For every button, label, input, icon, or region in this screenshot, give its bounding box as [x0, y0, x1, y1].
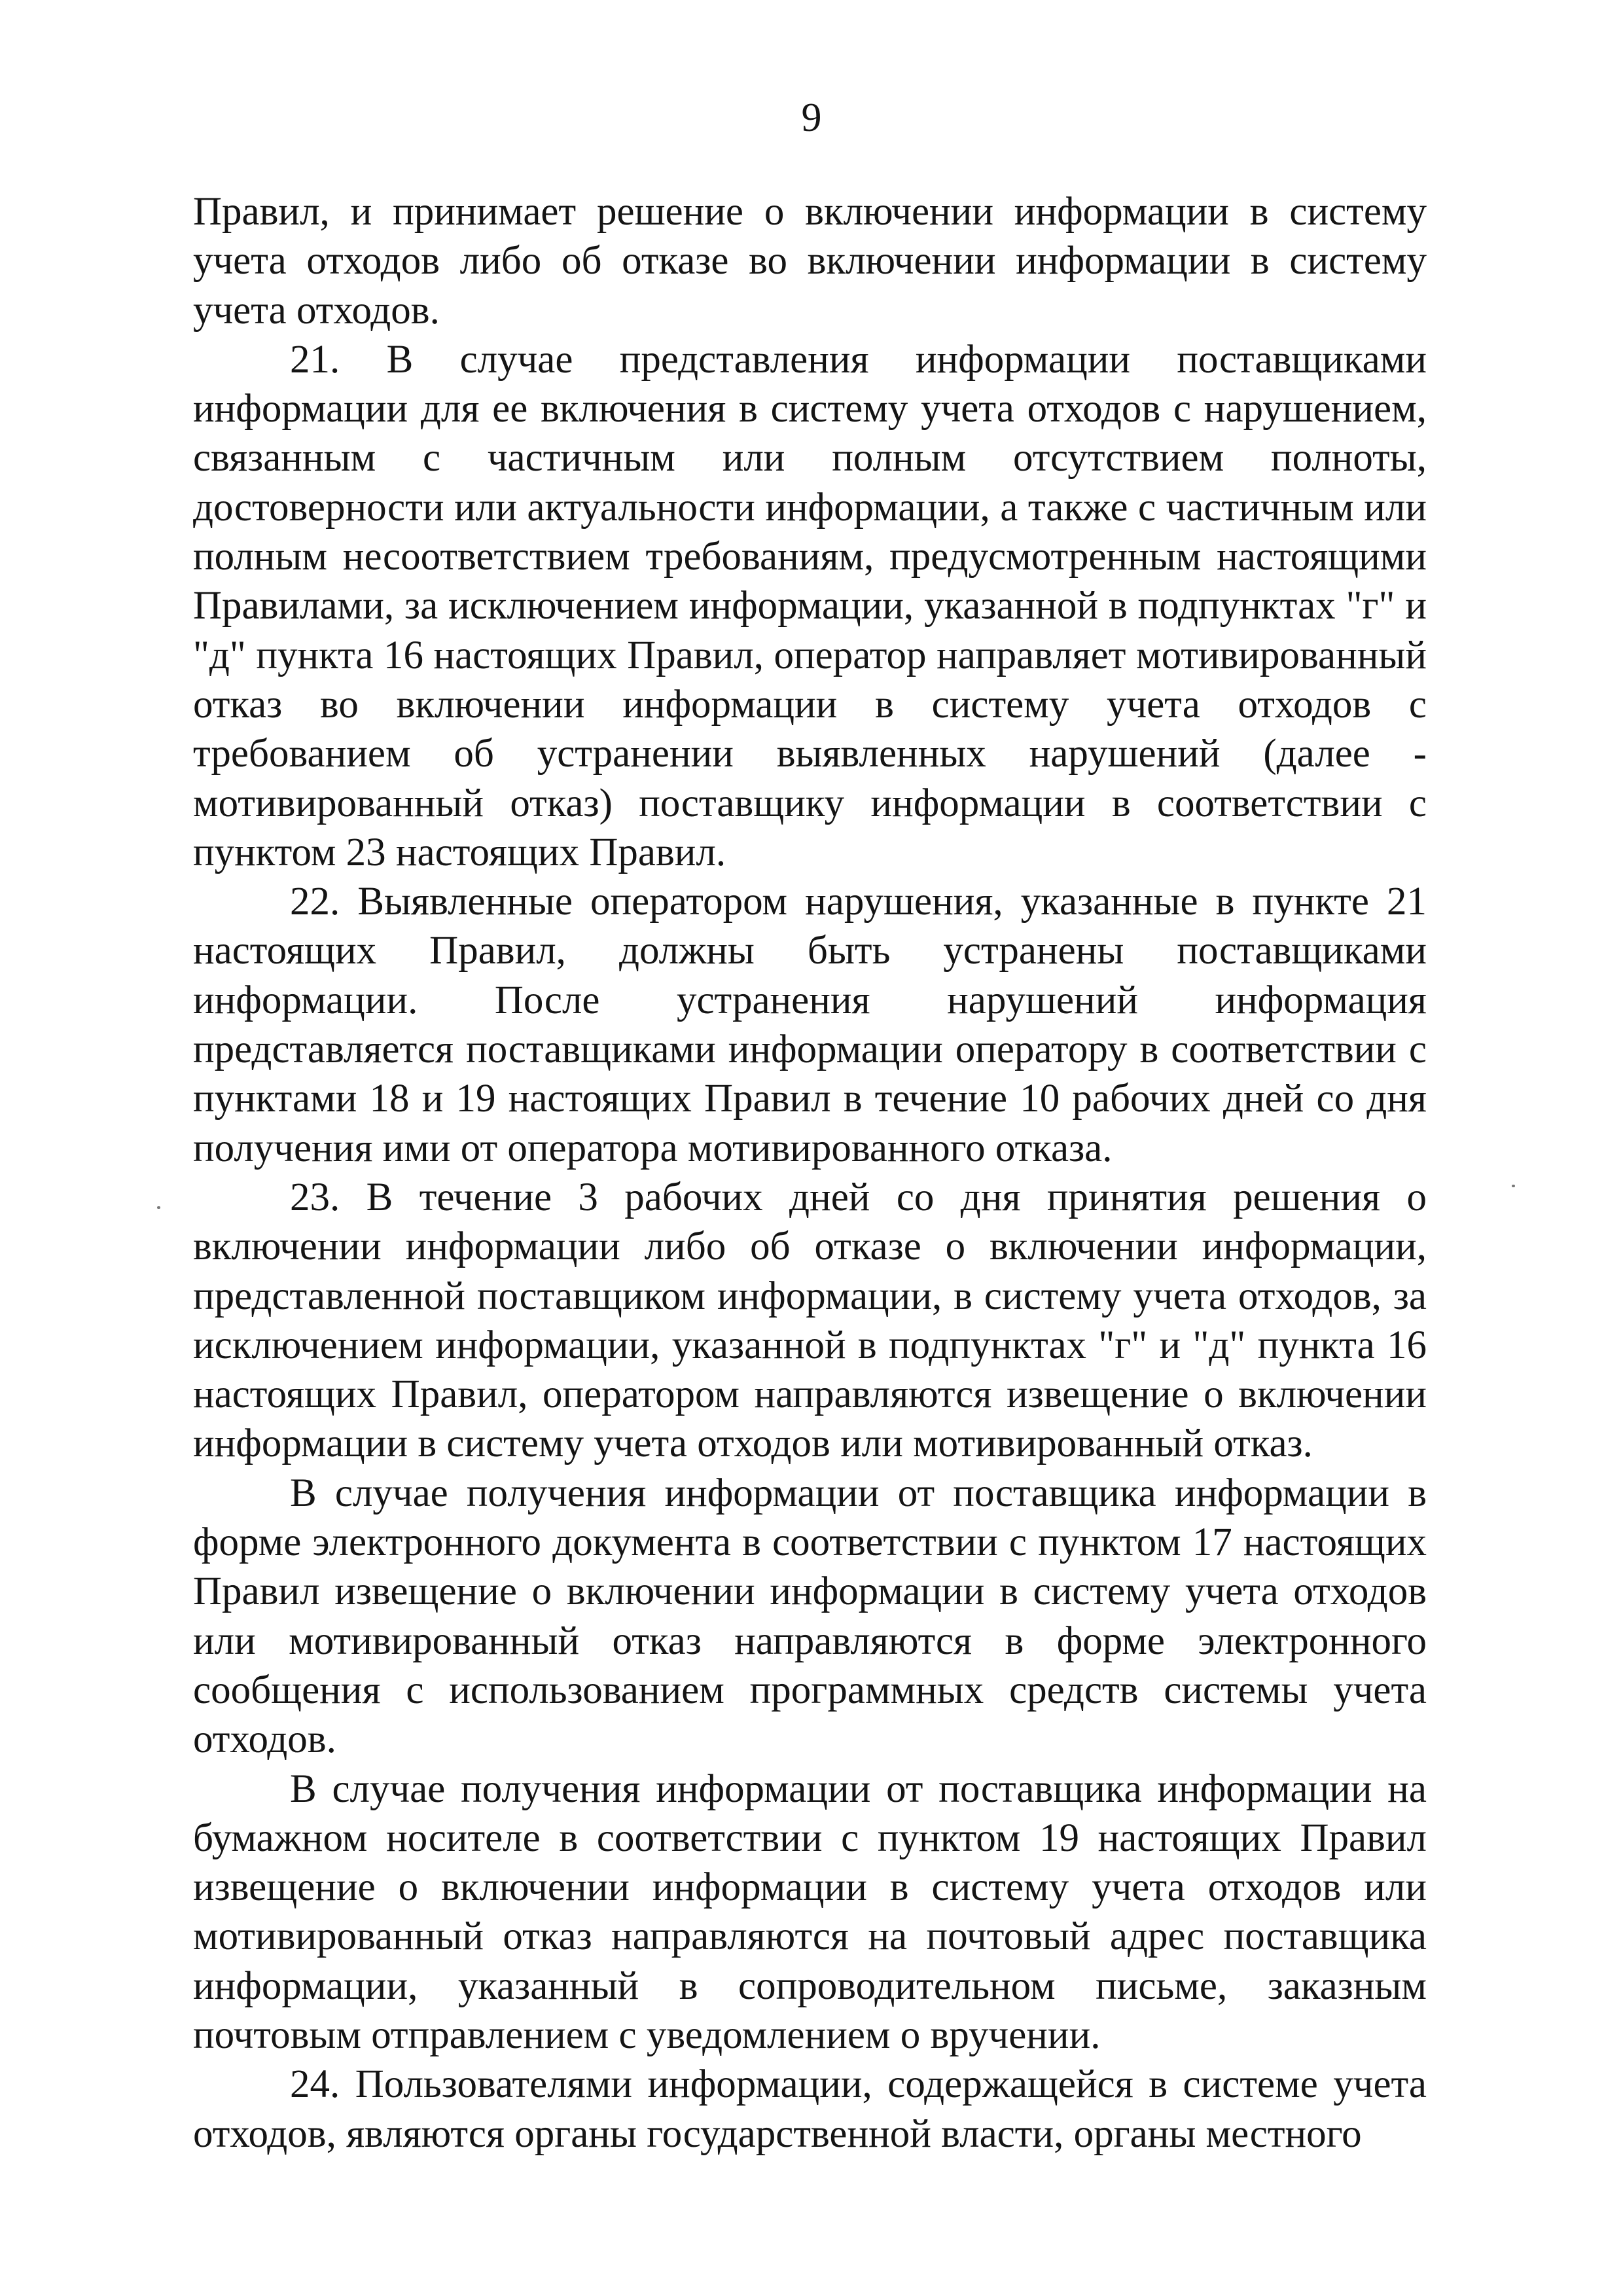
- paragraph-electronic-notice: В случае получения информации от поставщика информации в форме электронного документа в соответствии с пунктом 17 настоящих Правил извещение о включении информации в систему учета отходов или мотивированный отказ направляются в форме электронного сообщения с использованием программных средств системы учета отходов.: [193, 1471, 1427, 1762]
- scan-speck: [1512, 1185, 1515, 1187]
- document-body: [193, 187, 1427, 2159]
- paragraph-item-21: 21. В случае представления информации поставщиками информации для ее включения в систему учета отходов с нарушением, связанным с частичным или полным отсутствием полноты, достоверности или актуальности информации, а также с частичным или полным несоответствием требованиям, предусмотренным настоящими Правилами, за исключением информации, указанной в подпунктах "г" и "д" пункта 16 настоящих Правил, оператор направляет мотивированный отказ во включении информации в систему учета отходов с требованием об устранении выявленных нарушений (далее - мотивированный отказ) поставщику информации в соответствии с пунктом 23 настоящих Правил.: [193, 337, 1427, 874]
- paragraph-paper-notice: В случае получения информации от поставщика информации на бумажном носителе в соответствии с пунктом 19 настоящих Правил извещение о включении информации в систему учета отходов или мотивированный отказ направляются на почтовый адрес поставщика информации, указанный в сопроводительном письме, заказным почтовым отправлением с уведомлением о вручении.: [193, 1767, 1427, 2057]
- paragraph-item-22: 22. Выявленные оператором нарушения, указанные в пункте 21 настоящих Правил, должны быть устранены поставщиками информации. После устранения нарушений информация представляется поставщиками информации оператору в соответствии с пунктами 18 и 19 настоящих Правил в течение 10 рабочих дней со дня получения ими от оператора мотивированного отказа.: [193, 880, 1427, 1170]
- paragraph-item-23: 23. В течение 3 рабочих дней со дня принятия решения о включении информации либо об отказе о включении информации, представленной поставщиком информации, в систему учета отходов, за исключением информации, указанной в подпунктах "г" и "д" пункта 16 настоящих Правил, оператором направляются извещение о включении информации в систему учета отходов или мотивированный отказ.: [193, 1175, 1427, 1466]
- scan-speck: [157, 1206, 160, 1209]
- page-number: 9: [801, 96, 822, 140]
- paragraph-continuation: Правил, и принимает решение о включении информации в систему учета отходов либо об отказе во включении информации в систему учета отходов.: [193, 190, 1427, 332]
- paragraph-item-24: 24. Пользователями информации, содержащейся в системе учета отходов, являются органы государственной власти, органы местного: [193, 2062, 1427, 2156]
